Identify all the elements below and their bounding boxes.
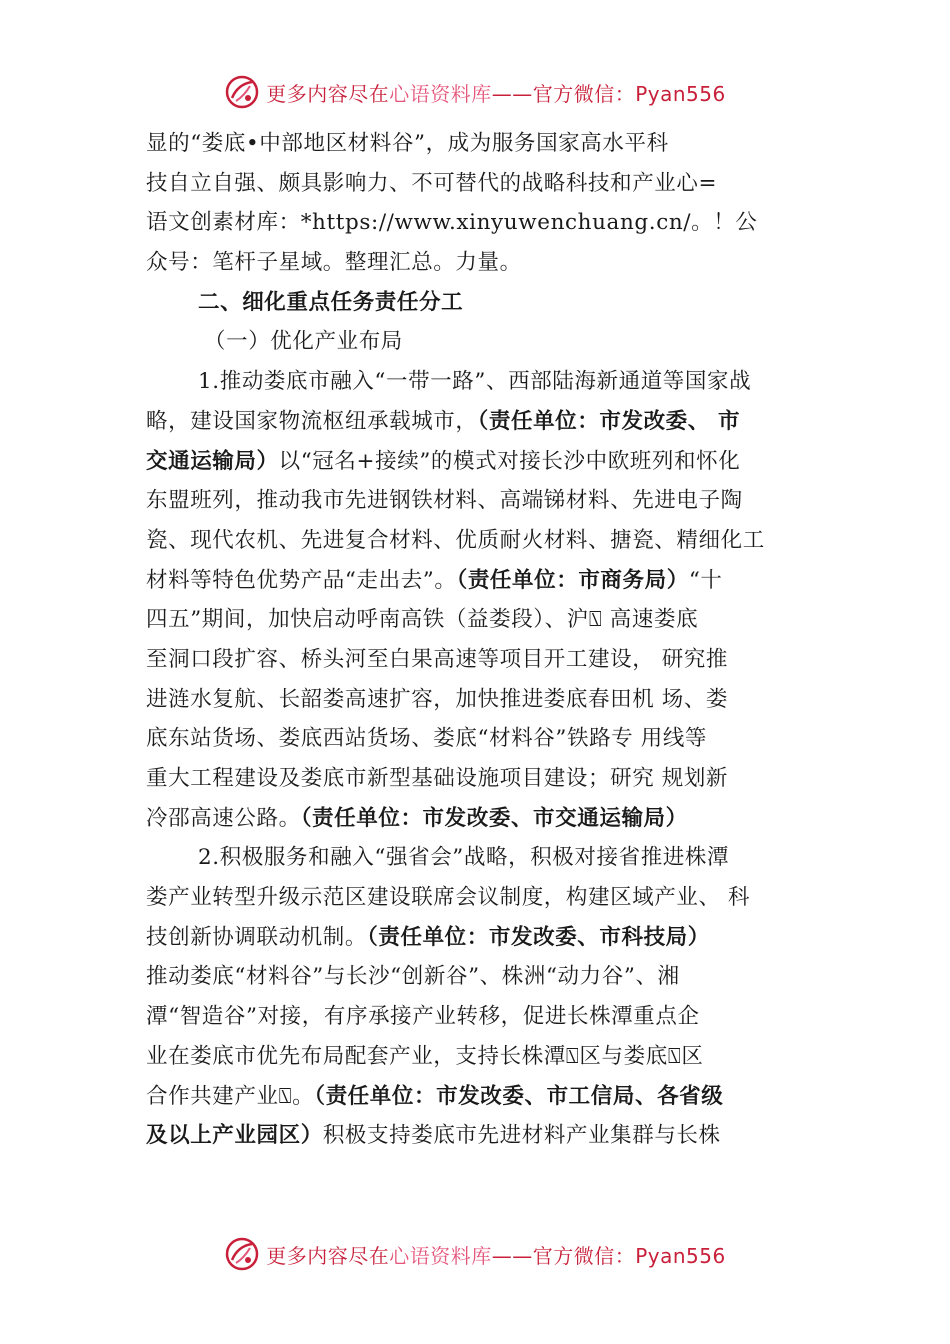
watermark-banner-bottom (0, 1234, 950, 1274)
document-body (146, 124, 846, 1156)
body-line: 技创新协调联动机制。（责任单位：市发改委、市科技局） (146, 924, 710, 950)
subsection-heading: （一）优化产业布局 (204, 329, 403, 355)
watermark-text: 更多内容尽在心语资料库——官方微信：Pyan556 (266, 1243, 726, 1268)
body-line: 略，建设国家物流枢纽承载城市，（责任单位：市发改委、 市 (146, 408, 741, 434)
body-line: 娄产业转型升级示范区建设联席会议制度，构建区域产业、 科 (146, 885, 751, 911)
watermark-text: 更多内容尽在心语资料库——官方微信：Pyan556 (266, 81, 726, 106)
body-line: 东盟班列，推动我市先进钢铁材料、高端锑材料、先进电子陶 (146, 488, 743, 514)
body-line: 推动娄底“材料谷”与长沙“创新谷”、株洲“动力谷”、湘 (146, 964, 680, 990)
body-line: 技自立自强、颇具影响力、不可替代的战略科技和产业心= (146, 170, 718, 196)
watermark-logo-icon (224, 1236, 260, 1272)
missing-glyph-icon: ⍂ (588, 607, 603, 633)
body-line: 业在娄底市优先布局配套产业，支持长株潭⍂区与娄底⍂区 (146, 1043, 704, 1069)
missing-glyph-icon: ⍂ (667, 1043, 682, 1069)
responsibility-note: （责任单位：市发改委、市交通运输局） (300, 805, 688, 831)
body-line: 冷邵高速公路。（责任单位：市发改委、市交通运输局） (146, 805, 688, 831)
responsibility-note: 及以上产业园区） (146, 1123, 323, 1149)
body-line: 重大工程建设及娄底市新型基础设施项目建设；研究 规划新 (146, 766, 729, 791)
body-line: 材料等特色优势产品“走出去”。（责任单位：市商务局）“十 (146, 567, 723, 593)
paragraph-1-start: 1.推动娄底市融入“一带一路”、西部陆海新通道等国家战 (198, 369, 752, 395)
body-line: 四五”期间，加快启动呼南高铁（益娄段）、沪⍂ 高速娄底 (146, 607, 699, 633)
responsibility-note: （责任单位：市发改委、 市 (477, 408, 741, 434)
watermark-logo-icon (224, 74, 260, 110)
body-line: 交通运输局）以“冠名+接续”的模式对接长沙中欧班列和怀化 (146, 448, 741, 474)
body-line: 潭“智造谷”对接，有序承接产业转移，促进长株潭重点企 (146, 1004, 700, 1030)
body-line: 语文创素材库：*https://www.xinyuwenchuang.cn/。！公 (146, 210, 758, 236)
body-line: 进涟水复航、长韶娄高速扩容，加快推进娄底春田机 场、娄 (146, 686, 729, 712)
body-line: 瓷、现代农机、先进复合材料、优质耐火材料、搪瓷、精细化工 (146, 527, 765, 553)
missing-glyph-icon: ⍂ (278, 1083, 293, 1109)
body-line: 合作共建产业⍂。（责任单位：市发改委、市工信局、各省级 (146, 1083, 724, 1109)
missing-glyph-icon: ⍂ (565, 1043, 580, 1069)
section-heading: 二、细化重点任务责任分工 (198, 289, 464, 315)
responsibility-note: （责任单位：市发改委、市工信局、各省级 (314, 1083, 724, 1109)
paragraph-2-start: 2.积极服务和融入“强省会”战略，积极对接省推进株潭 (198, 845, 730, 871)
watermark-banner-top (0, 72, 950, 112)
body-line: 至洞口段扩容、桥头河至白果高速等项目开工建设， 研究推 (146, 646, 729, 672)
body-line: 显的“娄底•中部地区材料谷”，成为服务国家高水平科 (146, 131, 669, 156)
body-line: 及以上产业园区）积极支持娄底市先进材料产业集群与长株 (146, 1123, 721, 1149)
responsibility-note: （责任单位：市发改委、市科技局） (367, 924, 710, 950)
body-line: 众号：笔杆子星域。整理汇总。力量。 (146, 250, 522, 276)
responsibility-note: 交通运输局） (146, 448, 279, 474)
body-line: 底东站货场、娄底西站货场、娄底“材料谷”铁路专 用线等 (146, 726, 708, 752)
responsibility-note: （责任单位：市商务局） (456, 567, 689, 593)
